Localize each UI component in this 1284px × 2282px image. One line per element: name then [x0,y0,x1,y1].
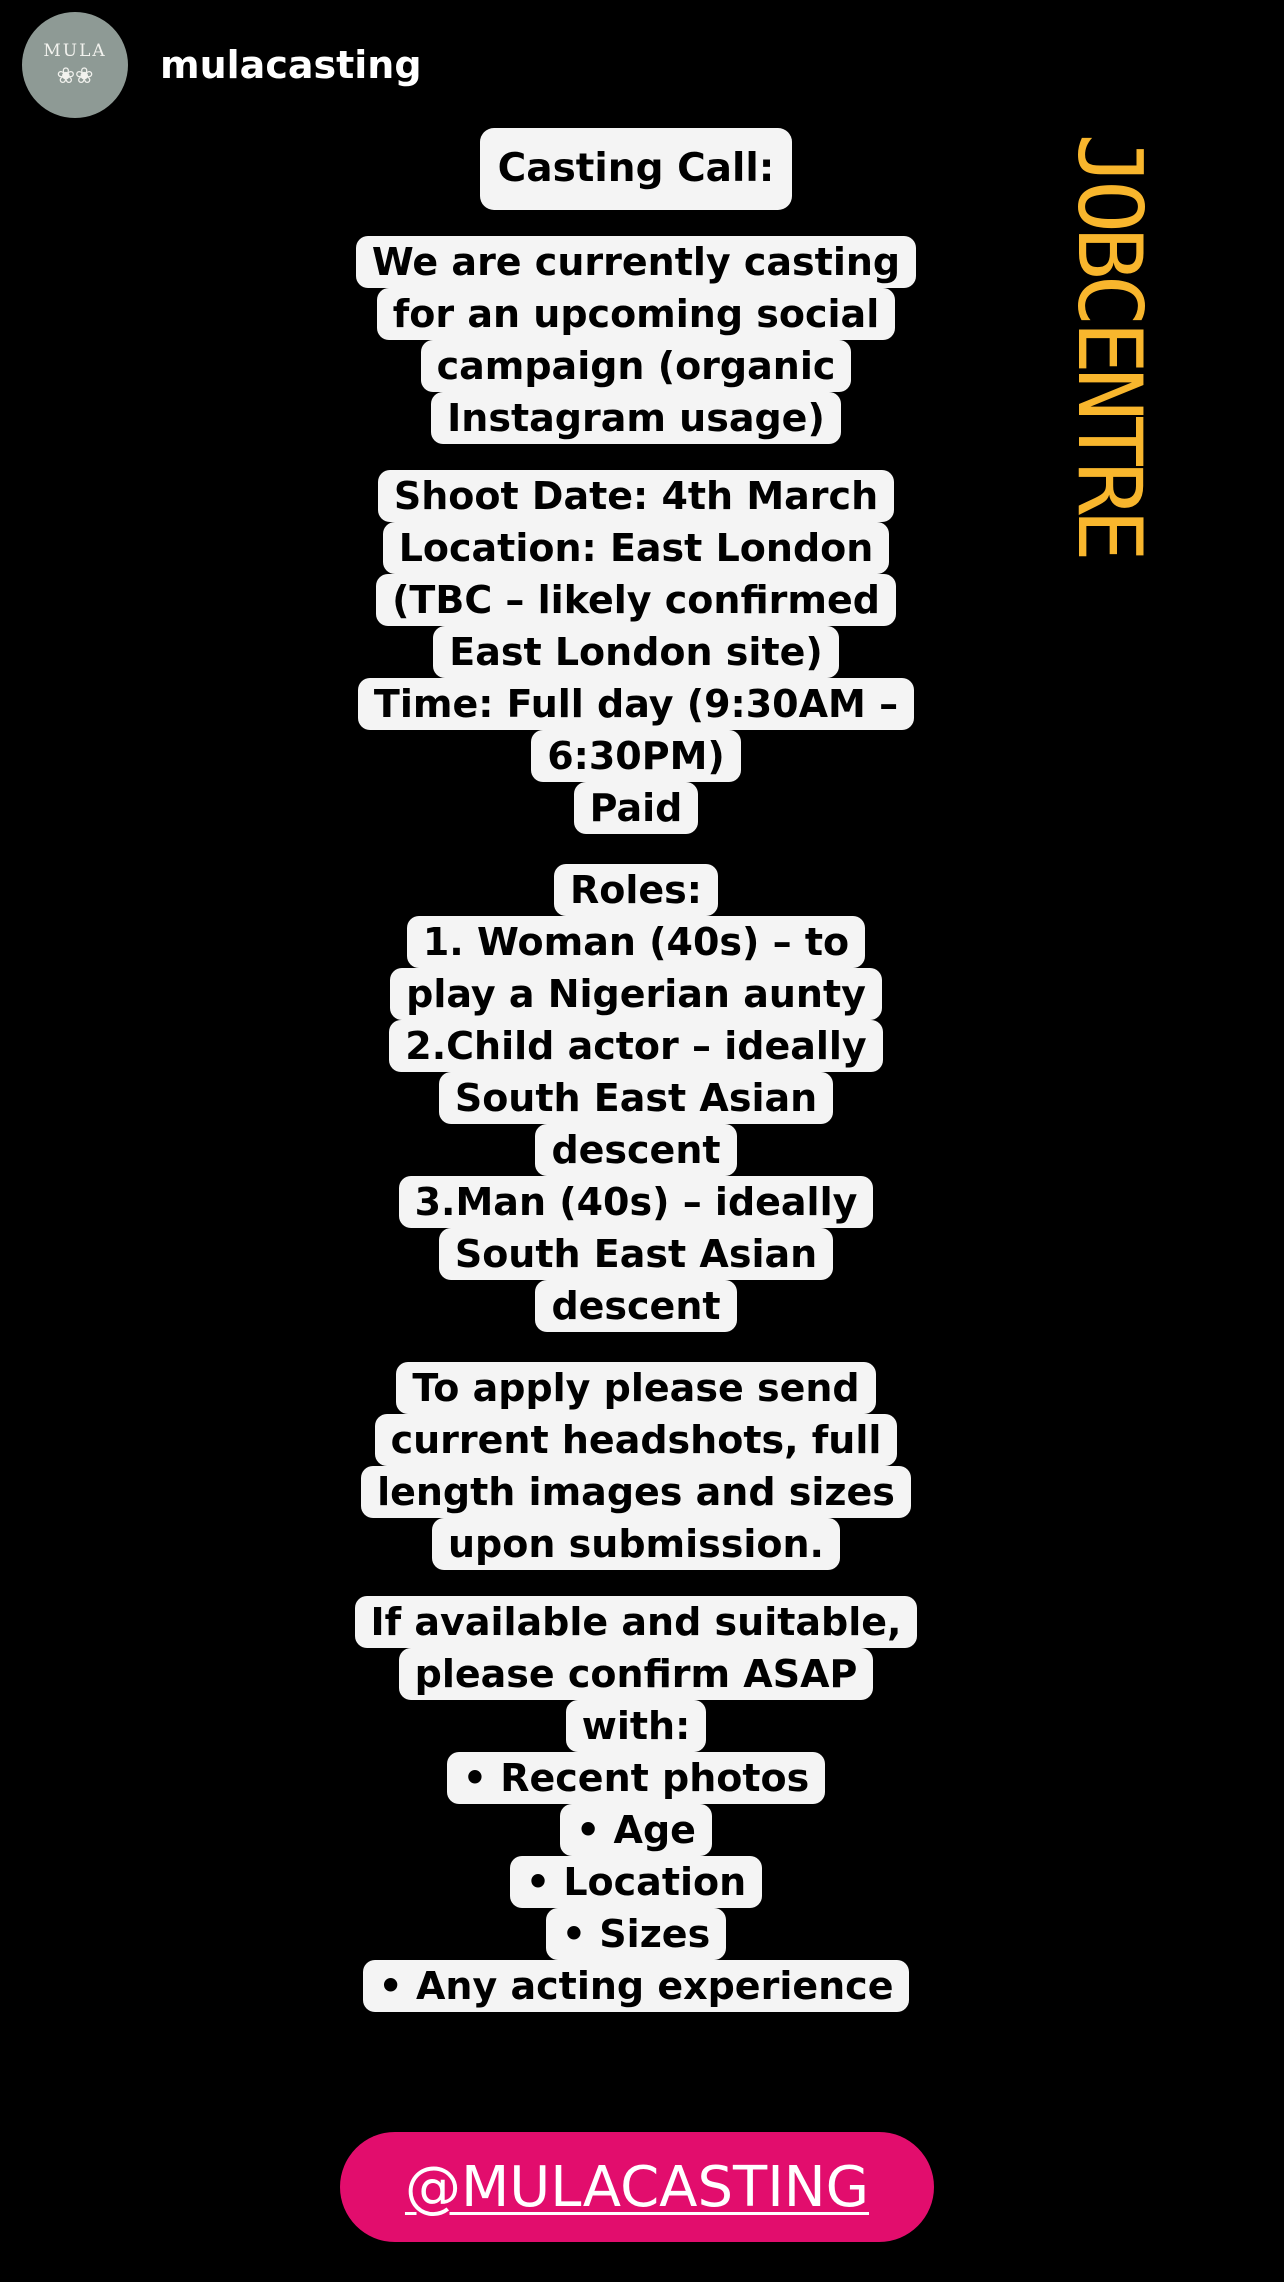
text-line: (TBC – likely confirmed [376,574,896,626]
text-line: South East Asian [439,1072,833,1124]
sticker-text: JOBCENTRE [1057,132,1161,556]
avatar[interactable] [22,12,128,118]
text-line: South East Asian [439,1228,833,1280]
mention-link[interactable]: @MULACASTING [404,2154,870,2220]
username[interactable]: mulacasting [160,43,422,87]
flower-icon: ❀❀ [56,63,94,89]
text-block-title [480,128,793,210]
text-line: 2.Child actor – ideally [389,1020,882,1072]
text-line: To apply please send [396,1362,875,1414]
text-line: If available and suitable, [355,1596,918,1648]
story-text-content [340,128,932,2038]
text-line: • Sizes [546,1908,726,1960]
text-line: upon submission. [432,1518,840,1570]
text-block-shoot-details [358,470,914,834]
text-line: Roles: [554,864,718,916]
text-line: Casting Call: [480,128,793,210]
text-line: • Age [560,1804,712,1856]
text-line: current headshots, full [375,1414,898,1466]
text-line: Instagram usage) [431,392,841,444]
text-line: 6:30PM) [531,730,741,782]
text-line: We are currently casting [356,236,916,288]
text-block-apply [361,1362,911,1570]
text-line: East London site) [433,626,839,678]
text-line: Time: Full day (9:30AM – [358,678,914,730]
text-line: descent [535,1124,736,1176]
text-line: please confirm ASAP [399,1648,874,1700]
text-line: Location: East London [383,522,890,574]
text-line: length images and sizes [361,1466,911,1518]
avatar-logo-text: MULA [43,40,107,61]
text-line: • Recent photos [447,1752,826,1804]
text-block-roles [389,864,882,1332]
mention-sticker[interactable] [340,2132,934,2242]
text-block-intro [356,236,916,444]
text-line: campaign (organic [421,340,852,392]
text-line: Paid [574,782,699,834]
text-line: 1. Woman (40s) – to [407,916,865,968]
text-line: Shoot Date: 4th March [378,470,894,522]
text-line: descent [535,1280,736,1332]
text-line: with: [566,1700,707,1752]
text-block-confirm [355,1596,918,2012]
text-line: play a Nigerian aunty [390,968,882,1020]
text-line: for an upcoming social [377,288,895,340]
jobcentre-sticker [1057,74,1161,614]
story-header [22,12,422,118]
text-line: • Location [510,1856,762,1908]
text-line: 3.Man (40s) – ideally [399,1176,874,1228]
text-line: • Any acting experience [363,1960,910,2012]
